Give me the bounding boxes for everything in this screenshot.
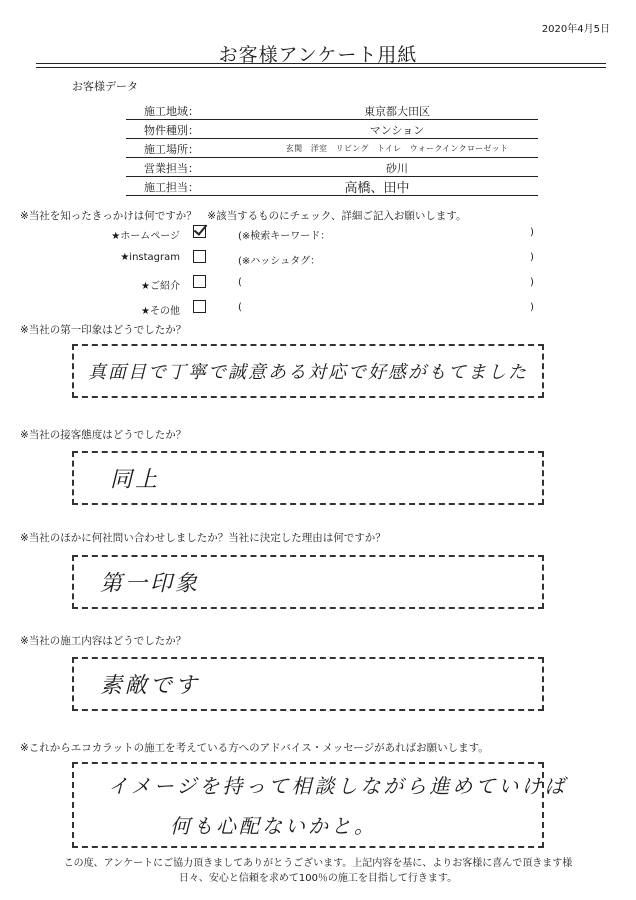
info-value: マンション: [369, 124, 425, 137]
customer-data-table: [126, 101, 538, 196]
option-detail: (※ハッシュタグ：: [238, 256, 321, 267]
info-row-location: [126, 139, 538, 158]
option-label: ★ホームページ: [111, 231, 180, 242]
customer-data-heading: お客様データ: [72, 80, 138, 93]
question-how-found: ※当社を知ったきっかけは何ですか？ ※該当するものにチェック、詳細ご記入お願いします。: [20, 210, 467, 222]
handwritten-answer-line-2: 何も心配ないかと。: [170, 814, 377, 838]
title-underline: [36, 63, 606, 64]
answer-box-reason[interactable]: [72, 555, 544, 609]
info-row-property-type: [126, 120, 538, 139]
title-underline-second: [36, 67, 606, 68]
page-title: お客様アンケート用紙: [218, 44, 418, 66]
answer-box-first-impression[interactable]: [72, 344, 544, 398]
info-label: 施工地域：: [144, 105, 199, 118]
survey-date: 2020年4月5日: [541, 24, 610, 35]
answer-box-construction-quality[interactable]: [72, 657, 544, 711]
question-service-attitude: ※当社の接客態度はどうでしたか？: [20, 429, 187, 441]
question-construction-quality: ※当社の施工内容はどうでしたか？: [20, 635, 187, 647]
option-other: [0, 297, 636, 319]
option-close: ): [530, 302, 534, 313]
answer-box-advice[interactable]: [72, 762, 568, 848]
handwritten-answer: 真面目で丁寧で誠意ある対応で好感がもてました: [88, 362, 528, 383]
answer-box-service-attitude[interactable]: [72, 451, 544, 505]
question-first-impression: ※当社の第一印象はどうでしたか？: [20, 324, 187, 336]
footer-message-line-2: 日々、安心と信頼を求めて100％の施工を目指して行きます。: [178, 873, 458, 884]
option-label: ★その他: [141, 306, 180, 317]
footer-message-line-1: この度、アンケートにご協力頂きましてありがとうございます。上記内容を基に、よりお客様に喜んで頂きます様: [63, 858, 573, 869]
checkbox[interactable]: [193, 250, 206, 263]
info-row-area: [126, 101, 538, 120]
option-close: ): [530, 252, 534, 263]
question-advice-message: ※これからエコカラットの施工を考えている方へのアドバイス・メッセージがあればお願いします。: [20, 742, 489, 754]
handwritten-answer-line-1: イメージを持って相談しながら進めていけば: [108, 774, 568, 798]
info-row-sales-rep: [126, 158, 538, 177]
option-detail: (: [238, 302, 242, 313]
option-close: ): [530, 277, 534, 288]
info-label: 物件種別：: [144, 124, 199, 137]
question-other-companies: ※当社のほかに何社問い合わせしましたか？当社に決定した理由は何ですか？: [20, 532, 386, 544]
info-value: 東京都大田区: [364, 105, 430, 118]
checkbox[interactable]: [193, 275, 206, 288]
info-label: 施工担当：: [144, 181, 199, 194]
checkbox[interactable]: [193, 300, 206, 313]
info-value: 玄関 洋室 リビング トイレ ウォークインクローゼット: [285, 144, 509, 153]
info-value: 砂川: [386, 162, 408, 175]
option-label: ★instagram: [120, 252, 180, 263]
checkbox-checked[interactable]: [193, 225, 206, 238]
info-label: 営業担当：: [144, 162, 199, 175]
option-close: ): [530, 227, 534, 238]
handwritten-answer: 素敵です: [100, 673, 201, 699]
option-label: ★ご紹介: [141, 281, 180, 292]
option-instagram: [0, 247, 636, 269]
info-row-installer: [126, 177, 538, 196]
option-detail: (※検索キーワード：: [238, 231, 331, 242]
info-label: 施工場所：: [144, 143, 199, 156]
option-detail: (: [238, 277, 242, 288]
handwritten-answer: 第一印象: [100, 571, 201, 597]
info-value-handwritten: 高橋、田中: [344, 181, 410, 196]
handwritten-answer: 同上: [110, 467, 161, 493]
option-referral: [0, 272, 636, 294]
option-homepage: [0, 222, 636, 244]
